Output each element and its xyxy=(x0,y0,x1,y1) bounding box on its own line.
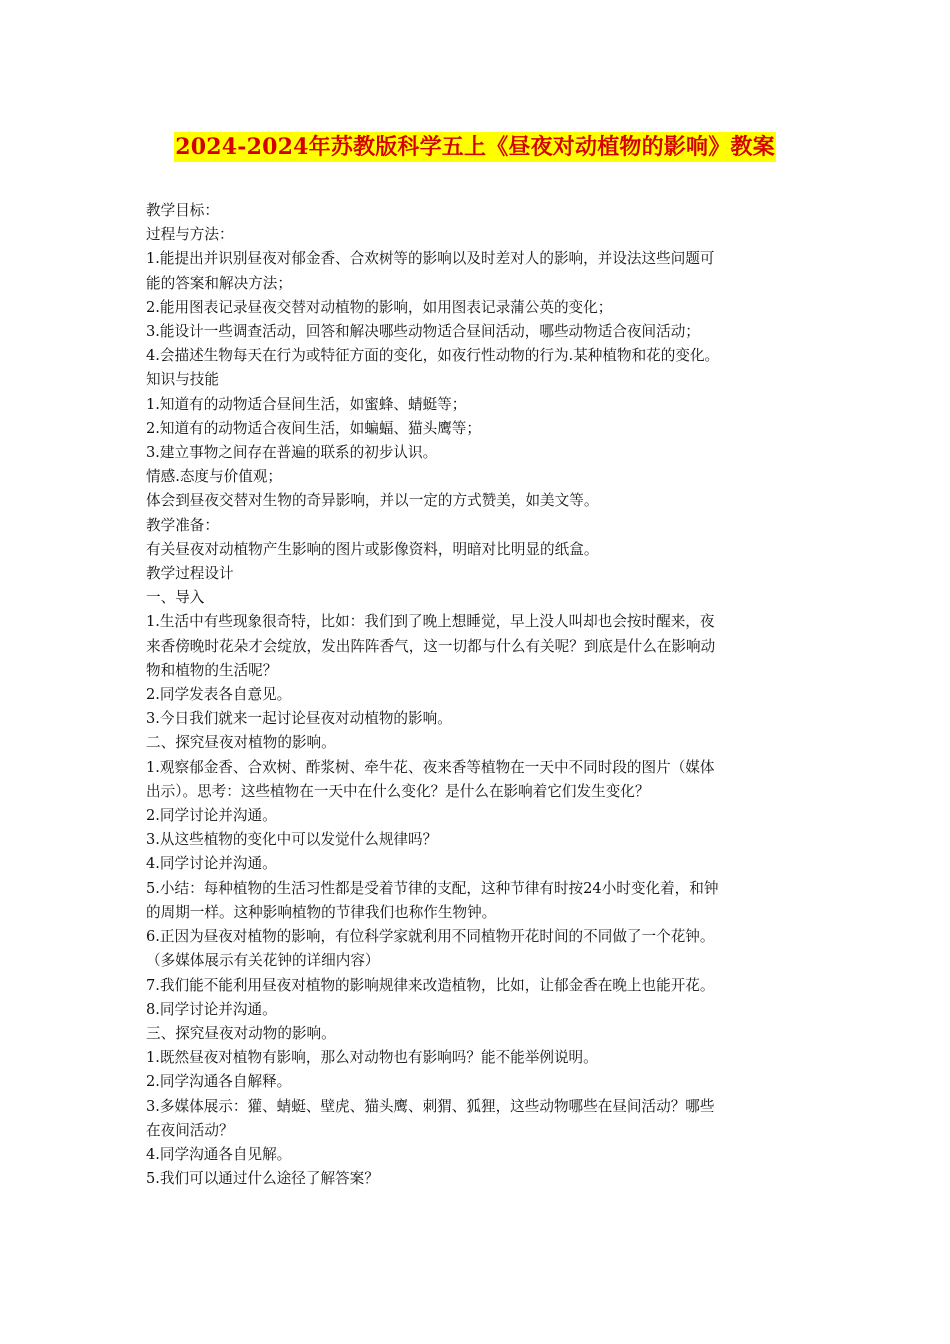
text-line: 教学目标： xyxy=(146,202,219,219)
text-line: 教学准备： xyxy=(146,516,219,534)
text-line: 知识与技能 xyxy=(146,371,219,389)
text-line: 2.同学发表各自意见。 xyxy=(146,686,292,704)
text-line: 的周期一样。这种影响植物的节律我们也称作生物钟。 xyxy=(146,903,497,921)
text-line: 3.从这些植物的变化中可以发觉什么规律吗？ xyxy=(146,831,438,849)
text-line: 3.建立事物之间存在普遍的联系的初步认识。 xyxy=(146,444,438,462)
text-line: 2.知道有的动物适合夜间生活，如蝙蝠、猫头鹰等； xyxy=(146,419,481,437)
text-line: 5.小结：每种植物的生活习性都是受着节律的支配，这种节律有时按24小时变化着，和钟 xyxy=(146,879,719,897)
text-line: 4.同学讨论并沟通。 xyxy=(146,855,277,873)
text-line: 6.正因为昼夜对植物的影响，有位科学家就利用不同植物开花时间的不同做了一个花钟。 xyxy=(146,928,715,946)
text-line: 物和植物的生活呢？ xyxy=(146,661,278,679)
text-line: 在夜间活动？ xyxy=(146,1121,234,1139)
text-line: 2.能用图表记录昼夜交替对动植物的影响，如用图表记录蒲公英的变化； xyxy=(146,298,613,316)
text-line: 3.能设计一些调查活动，回答和解决哪些动物适合昼间活动，哪些动物适合夜间活动； xyxy=(146,323,700,341)
text-line: 2.同学沟通各自解释。 xyxy=(146,1073,292,1091)
text-line: 一、导入 xyxy=(146,589,205,607)
text-line: 出示）。思考：这些植物在一天中在什么变化？是什么在影响着它们发生变化？ xyxy=(146,782,650,800)
text-line: 4.同学沟通各自见解。 xyxy=(146,1145,292,1163)
text-line: 二、探究昼夜对植物的影响。 xyxy=(146,734,336,752)
title-container xyxy=(0,132,950,162)
text-line: 4.会描述生物每天在行为或特征方面的变化，如夜行性动物的行为.某种植物和花的变化。 xyxy=(146,347,720,365)
text-line: 情感.态度与价值观； xyxy=(146,468,282,486)
text-line: 体会到昼夜交替对生物的奇异影响，并以一定的方式赞美，如美文等。 xyxy=(146,492,599,510)
text-line: 有关昼夜对动植物产生影响的图片或影像资料，明暗对比明显的纸盒。 xyxy=(146,540,599,558)
document-body xyxy=(146,199,808,1191)
text-line: 7.我们能不能利用昼夜对植物的影响规律来改造植物，比如，让郁金香在晚上也能开花。 xyxy=(146,976,715,994)
text-line: 1.生活中有些现象很奇特，比如：我们到了晚上想睡觉，早上没人叫却也会按时醒来，夜 xyxy=(146,613,715,631)
text-line: 三、探究昼夜对动物的影响。 xyxy=(146,1024,336,1042)
text-line: 5.我们可以通过什么途径了解答案？ xyxy=(146,1170,379,1188)
text-line: 2.同学讨论并沟通。 xyxy=(146,807,277,825)
text-line: 1.既然昼夜对植物有影响，那么对动物也有影响吗？能不能举例说明。 xyxy=(146,1049,598,1067)
text-line: （多媒体展示有关花钟的详细内容） xyxy=(146,952,380,970)
text-line: 能的答案和解决方法； xyxy=(146,274,292,292)
text-line: 教学过程设计 xyxy=(146,565,234,583)
text-line: 过程与方法： xyxy=(146,226,234,244)
text-line: 8.同学讨论并沟通。 xyxy=(146,1000,277,1018)
text-line: 3.今日我们就来一起讨论昼夜对动植物的影响。 xyxy=(146,710,452,728)
text-line: 1.能提出并识别昼夜对郁金香、合欢树等的影响以及时差对人的影响，并设法这些问题可 xyxy=(146,250,715,268)
text-line: 3.多媒体展示：獾、蜻蜓、壁虎、猫头鹰、刺猬、狐狸，这些动物哪些在昼间活动？哪些 xyxy=(146,1097,715,1115)
text-line: 1.知道有的动物适合昼间生活，如蜜蜂、蜻蜓等； xyxy=(146,395,467,413)
text-line: 1.观察郁金香、合欢树、酢浆树、牵牛花、夜来香等植物在一天中不同时段的图片（媒体 xyxy=(146,758,715,776)
document-title: 2024-2024年苏教版科学五上《昼夜对动植物的影响》教案 xyxy=(175,134,775,160)
text-line: 来香傍晚时花朵才会绽放，发出阵阵香气，这一切都与什么有关呢？到底是什么在影响动 xyxy=(146,637,716,655)
